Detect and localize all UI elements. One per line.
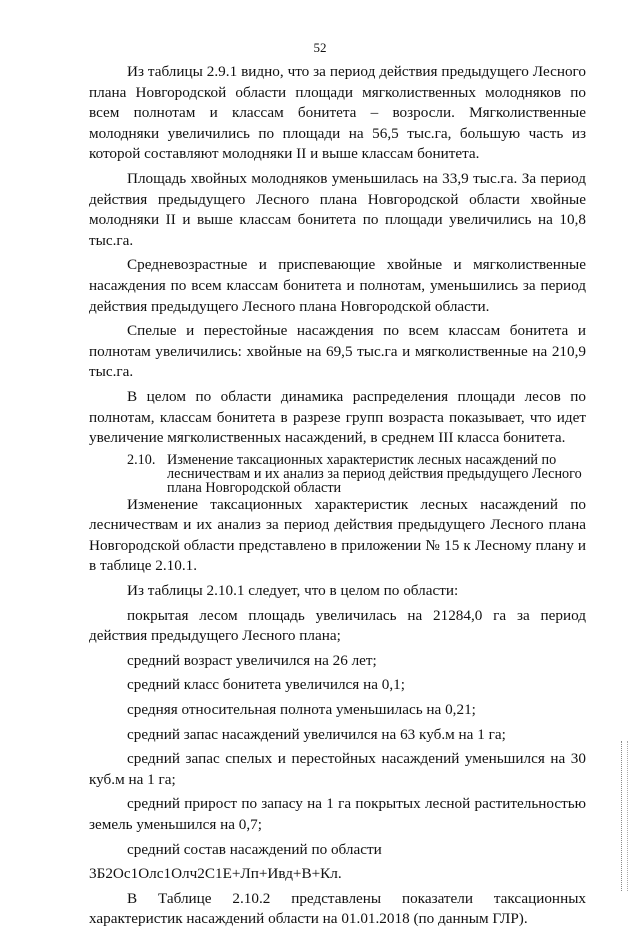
section-heading bbox=[89, 453, 586, 495]
list-item: средний запас спелых и перестойных насаждений уменьшился на 30 куб.м на 1 га; bbox=[89, 750, 586, 788]
list-item: средний состав насаждений по области bbox=[127, 840, 382, 858]
paragraph: Из таблицы 2.10.1 следует, что в целом по области: bbox=[127, 582, 459, 600]
list-item: средний прирост по запасу на 1 га покрытых лесной растительностью земель уменьшился на 0,7; bbox=[89, 795, 586, 833]
paragraph: В целом по области динамика распределения площади лесов по полнотам, классам бонитета в разрезе групп возраста показывает, что идет увеличение мягколиственных насаждений, в среднем III класса бонитета. bbox=[89, 387, 586, 447]
page-number: 52 bbox=[313, 40, 327, 55]
section-number: 2.10. bbox=[127, 451, 156, 468]
paragraph: Площадь хвойных молодняков уменьшилась на 33,9 тыс.га. За период действия предыдущего Лесного плана Новгородской области хвойные молодняки II и выше классам бонитета по площади увеличились на 10,8 тыс.га. bbox=[89, 169, 586, 249]
document-body bbox=[89, 62, 586, 930]
list-item: покрытая лесом площадь увеличилась на 21284,0 га за период действия предыдущего Лесного плана; bbox=[89, 606, 586, 645]
list-item: средний возраст увеличился на 26 лет; bbox=[127, 651, 377, 669]
list-item: средняя относительная полнота уменьшилась на 0,21; bbox=[127, 701, 476, 719]
paragraph: В Таблице 2.10.2 представлены показатели таксационных характеристик насаждений области на 01.01.2018 (по данным ГЛР). bbox=[89, 889, 586, 928]
list-item: средний класс бонитета увеличился на 0,1; bbox=[127, 676, 405, 694]
section-title: Изменение таксационных характеристик лесных насаждений по лесничествам и их анализ за период действия предыдущего Лесного плана Новгородской области bbox=[167, 451, 582, 496]
paragraph: Спелые и перестойные насаждения по всем классам бонитета и полнотам увеличились: хвойные на 69,5 тыс.га и мягколиственные на 210,9 тыс.га. bbox=[89, 322, 586, 381]
paragraph: Средневозрастные и приспевающие хвойные и мягколиственные насаждения по всем классам бонитета и полнотам, уменьшились за период действия предыдущего Лесного плана Новгородской области. bbox=[89, 256, 586, 315]
paragraph: Из таблицы 2.9.1 видно, что за период действия предыдущего Лесного плана Новгородской области площади мягколиственных молодняков по всем полнотам и классам бонитета – возросли. Мягколиственные молодняки увеличились по площади на 56,5 тыс.га, большую часть из которой составляют молодняки II и выше классам бонитета. bbox=[89, 63, 586, 163]
species-composition-formula: 3Б2Ос1Олс1Олч2С1Е+Лп+Ивд+В+Кл. bbox=[89, 865, 342, 883]
scan-margin-mark bbox=[621, 741, 628, 891]
list-item: средний запас насаждений увеличился на 63 куб.м на 1 га; bbox=[127, 725, 506, 743]
paragraph: Изменение таксационных характеристик лесных насаждений по лесничествам и их анализ за период действия предыдущего Лесного плана Новгородской области представлено в приложении № 15 к Лесному плану и в таблице 2.10.1. bbox=[89, 495, 586, 575]
